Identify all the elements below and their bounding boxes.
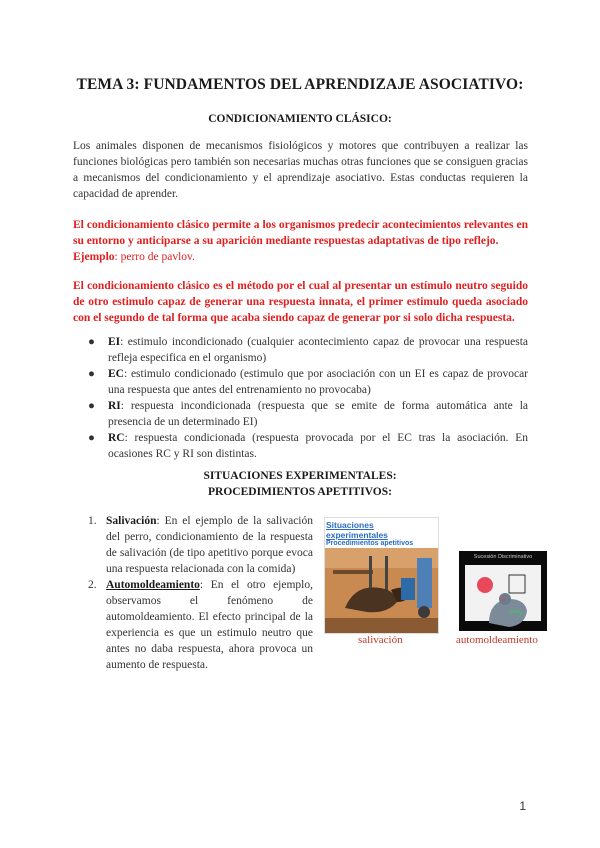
term-definition: : respuesta incondicionada (respuesta que se emite de forma automática ante la presencia de un determinado EI) xyxy=(108,400,528,428)
list-item xyxy=(88,513,313,577)
page-title: TEMA 3: FUNDAMENTOS DEL APRENDIZAJE ASOCIATIVO: xyxy=(76,76,524,93)
pigeon-illustration xyxy=(459,551,547,631)
bullet-icon: ● xyxy=(88,336,95,348)
section-heading-procedimientos: PROCEDIMIENTOS APETITIVOS: xyxy=(208,486,392,498)
figure-automoldeamiento xyxy=(459,551,547,631)
term-label: Salivación xyxy=(106,515,157,527)
list-item xyxy=(88,398,528,430)
term-definition: : estimulo incondicionado (cualquier acontecimiento capaz de provocar una respuesta refleja especifica en el organismo) xyxy=(108,336,528,364)
highlight-paragraph-1 xyxy=(73,217,528,265)
caption-salivacion: salivación xyxy=(358,634,403,646)
term-label: RC xyxy=(108,432,125,444)
caption-automoldeamiento: automoldeamiento xyxy=(456,634,538,646)
page-number: 1 xyxy=(519,799,526,813)
right-panel-title: Sucesión Discriminativo xyxy=(473,554,533,560)
item-number: 2. xyxy=(88,579,97,591)
term-label: Automoldeamiento xyxy=(106,579,200,591)
example-text: : perro de pavlov. xyxy=(114,251,195,263)
figure-header-line2: Procedimientos apetitivos xyxy=(326,540,414,547)
terms-list xyxy=(88,334,528,462)
figure-header-line1: Situaciones experimentales xyxy=(326,520,388,540)
term-definition: : En el ejemplo de la salivación del perro, condicionamiento de la respuesta de salivación (de tipo apetitivo porque evoca una respuesta relacionada con la comida) xyxy=(106,515,313,575)
intro-paragraph: Los animales disponen de mecanismos fisiológicos y motores que contribuyen a realizar las funciones biológicas pero también son necesarias muchas otras funciones que se consiguen gracias a mecanismos del condicionamiento y el aprendizaje asociativo. Estas conductas requieren la capacidad de aprender. xyxy=(73,140,528,200)
section-heading-condicionamiento: CONDICIONAMIENTO CLÁSICO: xyxy=(208,113,392,125)
figure-header xyxy=(326,520,436,547)
list-item xyxy=(88,430,528,462)
highlight-paragraph-2: El condicionamiento clásico es el método por el cual al presentar un estímulo neutro seguido de otro estimulo capaz de generar una respuesta innata, el primer estimulo queda asociado con el segundo de tal forma que acaba siendo capaz de generar por si solo dicha respuesta. xyxy=(73,280,528,324)
list-item xyxy=(88,366,528,398)
highlight-text-1: El condicionamiento clásico permite a los organismos predecir acontecimientos relevantes en su entorno y anticiparse a su aparición mediante respuestas adaptativas de tipo reflejo. xyxy=(73,219,528,247)
bullet-icon: ● xyxy=(88,368,95,380)
term-label: RI xyxy=(108,400,121,412)
term-label: EC xyxy=(108,368,124,380)
example-label: Ejemplo xyxy=(73,251,115,263)
term-definition: : respuesta condicionada (respuesta provocada por el EC tras la asociación. En ocasiones RC y RI son distintas. xyxy=(108,432,528,460)
numbered-list xyxy=(88,513,313,673)
bullet-icon: ● xyxy=(88,400,95,412)
list-item xyxy=(88,334,528,366)
term-definition: : estimulo condicionado (estimulo que por asociación con un EI es capaz de provocar una respuesta que antes del entrenamiento no provocaba) xyxy=(108,368,528,396)
list-item xyxy=(88,577,313,673)
term-definition: : En el otro ejemplo, observamos el fenómeno de automoldeamiento. El efecto principal de la experiencia es que un estimulo neutro que antes no daba respuesta, ahora provoca un aumento de respuesta. xyxy=(106,579,313,671)
item-number: 1. xyxy=(88,515,97,527)
term-label: EI xyxy=(108,336,121,348)
section-heading-situaciones: SITUACIONES EXPERIMENTALES: xyxy=(203,470,397,482)
bullet-icon: ● xyxy=(88,432,95,444)
